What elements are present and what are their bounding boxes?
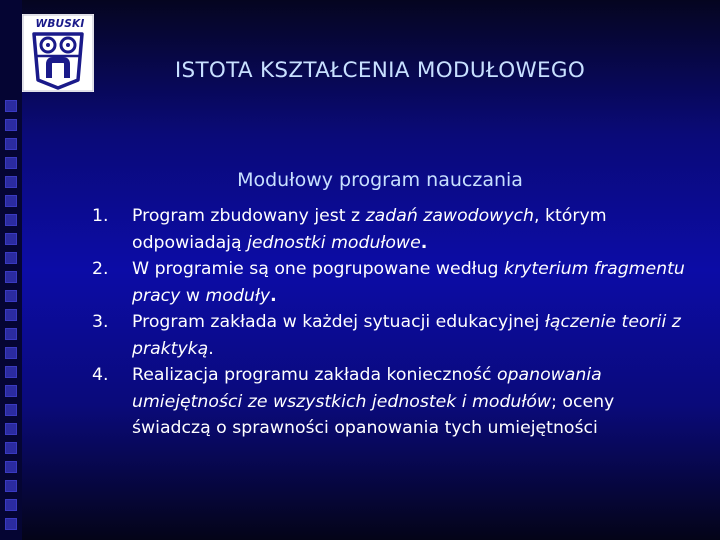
text-segment: Realizacja programu zakłada konieczność <box>132 365 497 385</box>
decorative-square <box>5 176 17 188</box>
list-item-number: 4. <box>92 365 109 385</box>
decorative-square <box>5 100 17 112</box>
text-segment-italic: moduły <box>205 285 271 306</box>
slide-subtitle: Modułowy program nauczania <box>237 169 523 191</box>
list-item-text <box>132 365 614 438</box>
list-item-text <box>132 312 681 359</box>
text-segment: W programie są one pogrupowane według <box>132 259 504 279</box>
decorative-square <box>5 480 17 492</box>
list-item <box>92 362 692 442</box>
decorative-square <box>5 461 17 473</box>
text-segment-italic: jednostki modułowe <box>247 232 421 253</box>
decorative-square <box>5 138 17 150</box>
text-segment-italic: zadań zawodowych <box>365 206 535 226</box>
slide-title: ISTOTA KSZTAŁCENIA MODUŁOWEGO <box>174 58 586 83</box>
text-segment-italic: łączenie teorii z praktyką <box>132 312 681 359</box>
decorative-square <box>5 119 17 131</box>
decorative-square <box>5 252 17 264</box>
text-segment: w <box>180 285 206 306</box>
decorative-square <box>5 195 17 207</box>
list-item <box>92 256 692 309</box>
text-segment-bold: . <box>420 232 428 253</box>
decorative-square <box>5 157 17 169</box>
decorative-square <box>5 233 17 245</box>
numbered-list <box>92 203 692 442</box>
decorative-square <box>5 366 17 378</box>
text-segment: Program zakłada w każdej sytuacji edukacyjnej <box>132 312 545 332</box>
decorative-square <box>5 442 17 454</box>
decorative-square <box>5 385 17 397</box>
text-segment: ; oceny świadczą o sprawności opanowania tych umiejętności <box>132 391 615 438</box>
decorative-square <box>5 518 17 530</box>
text-segment: , którym odpowiadają <box>132 206 607 253</box>
decorative-square <box>5 328 17 340</box>
text-segment: . <box>208 338 214 359</box>
decorative-square <box>5 290 17 302</box>
list-item-number: 2. <box>92 259 109 279</box>
list-item-text <box>132 206 607 253</box>
decorative-square <box>5 214 17 226</box>
decorative-side-strip <box>0 0 22 540</box>
text-segment-italic: opanowania umiejętności ze wszystkich jednostek i modułów <box>132 365 602 412</box>
decorative-square <box>5 309 17 321</box>
decorative-square <box>5 499 17 511</box>
list-item-number: 1. <box>92 206 109 226</box>
decorative-square <box>5 347 17 359</box>
text-segment-bold: . <box>270 285 277 306</box>
logo-text: WBUSKI <box>35 18 85 30</box>
decorative-square <box>5 271 17 283</box>
decorative-square <box>5 423 17 435</box>
list-item <box>92 203 692 256</box>
text-segment: Program zbudowany jest z <box>132 206 366 226</box>
decorative-square <box>5 404 17 416</box>
text-segment-italic: kryterium fragmentu pracy <box>132 259 685 306</box>
list-item-number: 3. <box>92 312 109 332</box>
list-item <box>92 309 692 362</box>
list-item-text <box>132 259 685 306</box>
